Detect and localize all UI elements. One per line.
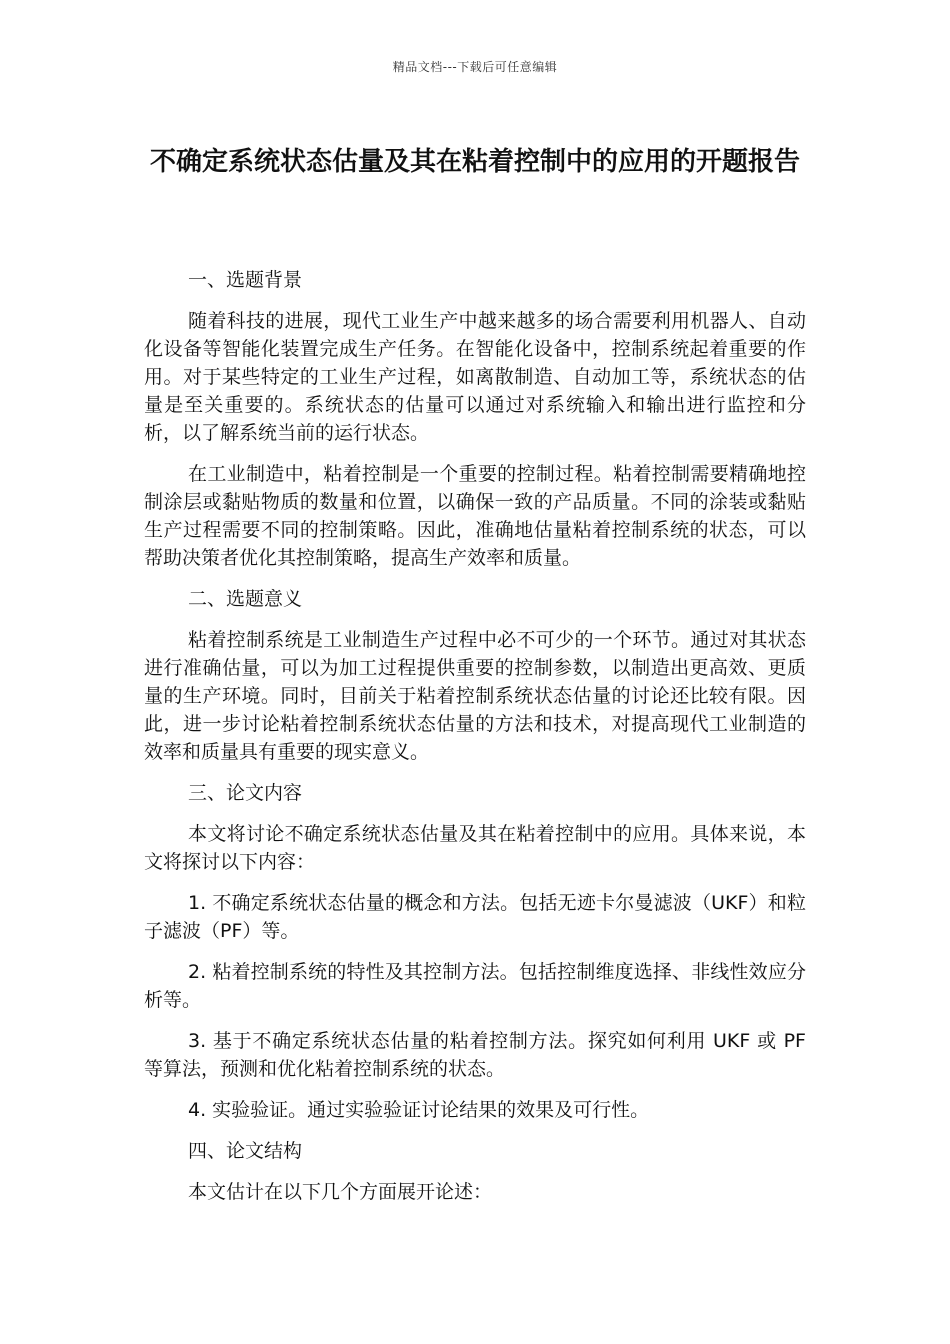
section-heading-background: 一、选题背景 xyxy=(188,269,303,291)
list-item-content-4: 4. 实验验证。通过实验验证讨论结果的效果及可行性。 xyxy=(188,1099,650,1121)
paragraph-structure-intro: 本文估计在以下几个方面展开论述： xyxy=(188,1181,493,1203)
paragraph-significance: 粘着控制系统是工业制造生产过程中必不可少的一个环节。通过对其状态进行准确估量，可以为加工过程提供重要的控制参数，以制造出更高效、更质量的生产环境。同时，目前关于粘着控制系统状态估量的讨论还比较有限。因此，进一步讨论粘着控制系统状态估量的方法和技术，对提高现代工业制造的效率和质量具有重要的现实意义。 xyxy=(144,629,806,763)
document-body xyxy=(144,266,806,1219)
section-heading-content: 三、论文内容 xyxy=(188,782,303,804)
list-item-content-1: 1. 不确定系统状态估量的概念和方法。包括无迹卡尔曼滤波（UKF）和粒子滤波（PF）等。 xyxy=(144,892,806,942)
page-header-note: 精品文档---下载后可任意编辑 xyxy=(392,60,558,74)
list-item-content-2: 2. 粘着控制系统的特性及其控制方法。包括控制维度选择、非线性效应分析等。 xyxy=(144,961,806,1011)
document-title: 不确定系统状态估量及其在粘着控制中的应用的开题报告 xyxy=(149,147,800,177)
paragraph-background-2: 在工业制造中，粘着控制是一个重要的控制过程。粘着控制需要精确地控制涂层或黏贴物质的数量和位置，以确保一致的产品质量。不同的涂装或黏贴生产过程需要不同的控制策略。因此，准确地估量粘着控制系统的状态，可以帮助决策者优化其控制策略，提高生产效率和质量。 xyxy=(144,463,806,569)
paragraph-background-1: 随着科技的进展，现代工业生产中越来越多的场合需要利用机器人、自动化设备等智能化装置完成生产任务。在智能化设备中，控制系统起着重要的作用。对于某些特定的工业生产过程，如离散制造、自动加工等，系统状态的估量是至关重要的。系统状态的估量可以通过对系统输入和输出进行监控和分析，以了解系统当前的运行状态。 xyxy=(144,310,806,444)
paragraph-content-intro: 本文将讨论不确定系统状态估量及其在粘着控制中的应用。具体来说，本文将探讨以下内容： xyxy=(144,823,806,873)
list-item-content-3: 3. 基于不确定系统状态估量的粘着控制方法。探究如何利用 UKF 或 PF 等算法，预测和优化粘着控制系统的状态。 xyxy=(144,1030,806,1080)
section-heading-significance: 二、选题意义 xyxy=(188,588,303,610)
section-heading-structure: 四、论文结构 xyxy=(188,1140,303,1162)
